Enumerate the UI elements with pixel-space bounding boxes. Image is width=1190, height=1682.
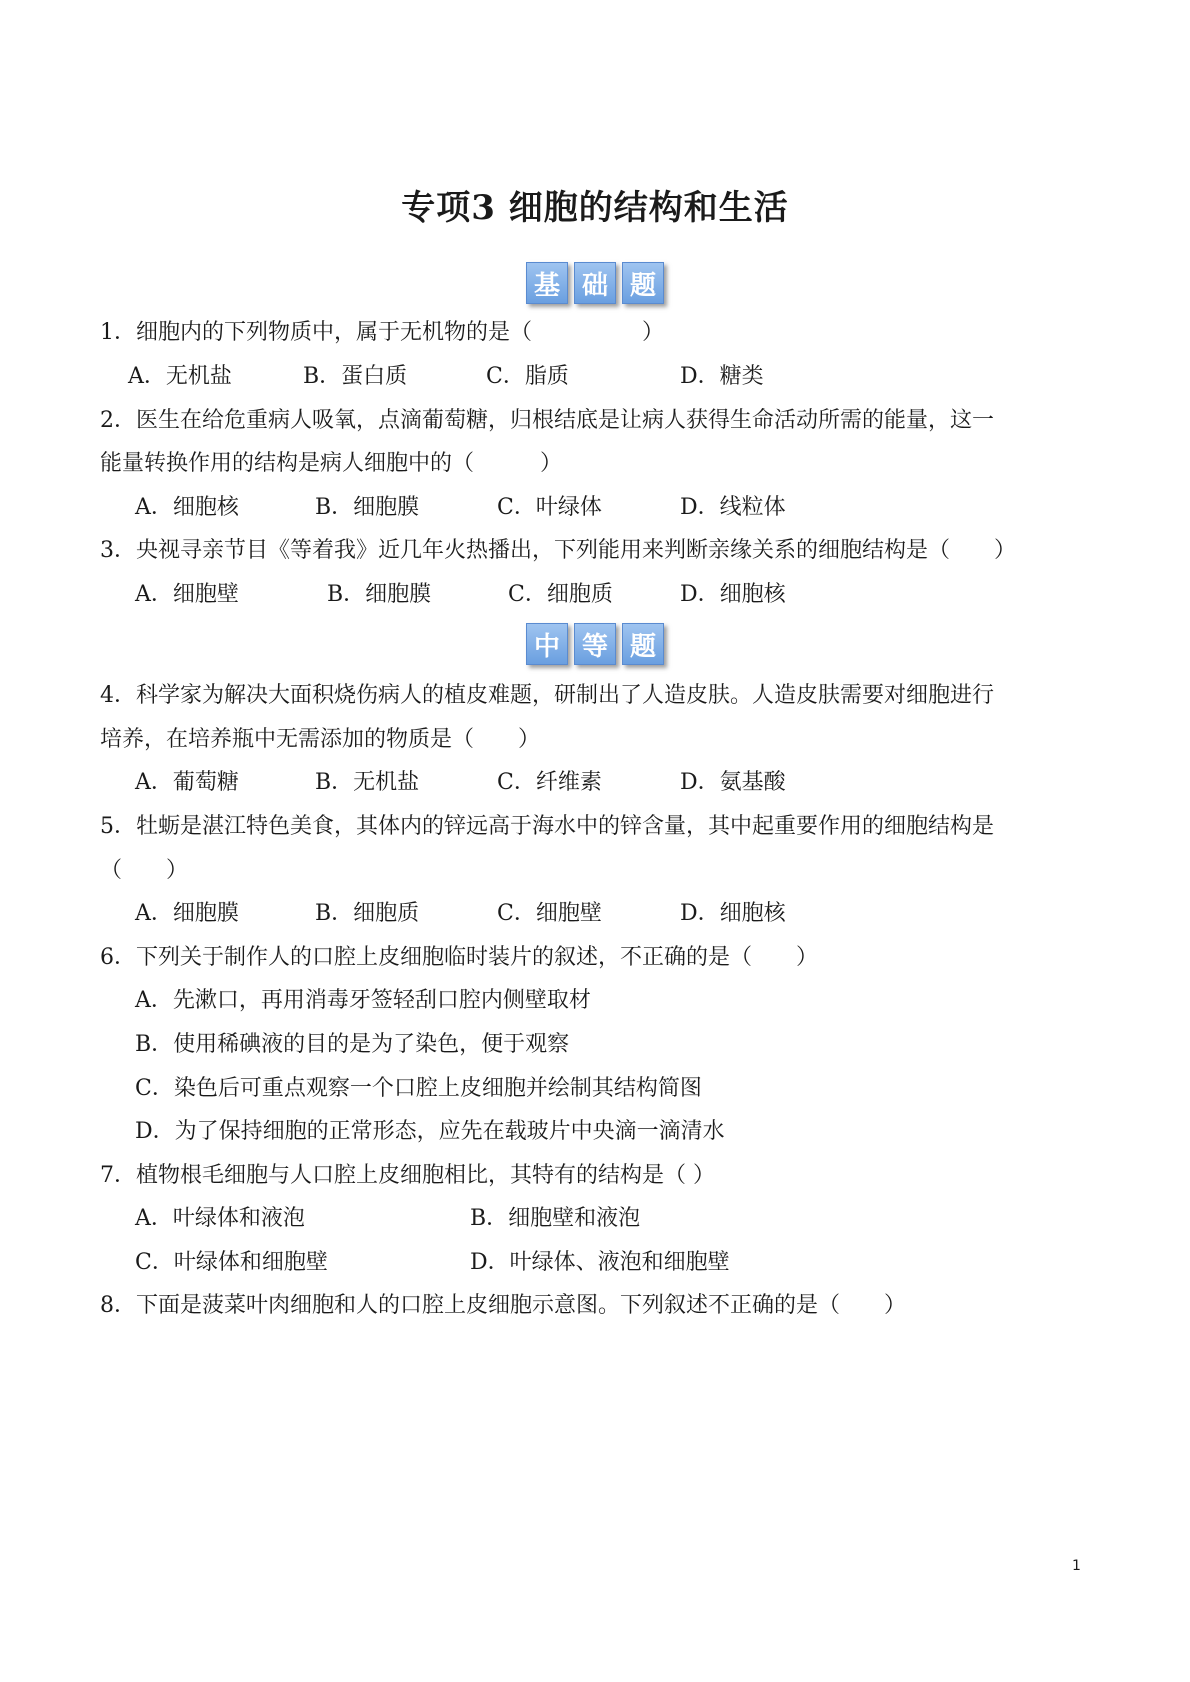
question-6-option-c: C．染色后可重点观察一个口腔上皮细胞并绘制其结构简图	[135, 1076, 702, 1101]
badge-char: 中	[526, 623, 568, 665]
badge-char: 础	[574, 262, 616, 304]
question-5-option-b: B．细胞质	[315, 901, 420, 926]
badge-char: 题	[622, 262, 664, 304]
section-badge-medium	[0, 623, 1190, 665]
question-7-option-d: D．叶绿体、液泡和细胞壁	[470, 1250, 730, 1275]
question-4-option-d: D．氨基酸	[680, 770, 786, 795]
question-4-stem-line-1: 4．科学家为解决大面积烧伤病人的植皮难题，研制出了人造皮肤。人造皮肤需要对细胞进行	[100, 683, 995, 708]
question-1-stem: 1．细胞内的下列物质中，属于无机物的是（ ）	[100, 320, 664, 345]
question-6-stem: 6．下列关于制作人的口腔上皮细胞临时装片的叙述，不正确的是（ ）	[100, 945, 818, 970]
question-2-option-d: D．线粒体	[680, 495, 786, 520]
question-2-stem-line-2: 能量转换作用的结构是病人细胞中的（ ）	[100, 451, 563, 476]
page-number: 1	[1072, 1558, 1081, 1574]
question-7-option-b: B．细胞壁和液泡	[470, 1206, 641, 1231]
question-4-option-a: A．葡萄糖	[135, 770, 239, 795]
question-4-option-b: B．无机盐	[315, 770, 420, 795]
question-2-option-b: B．细胞膜	[315, 495, 420, 520]
question-5-option-d: D．细胞核	[680, 901, 786, 926]
section-badge-basic	[0, 262, 1190, 304]
question-5-stem-line-1: 5．牡蛎是湛江特色美食，其体内的锌远高于海水中的锌含量，其中起重要作用的细胞结构是	[100, 814, 995, 839]
question-2-option-a: A．细胞核	[135, 495, 239, 520]
question-5-stem-line-2: （ ）	[100, 858, 189, 883]
question-5-option-a: A．细胞膜	[135, 901, 239, 926]
question-6-option-d: D．为了保持细胞的正常形态，应先在载玻片中央滴一滴清水	[135, 1119, 725, 1144]
question-8-stem: 8．下面是菠菜叶肉细胞和人的口腔上皮细胞示意图。下列叙述不正确的是（ ）	[100, 1293, 906, 1318]
question-3-option-b: B．细胞膜	[327, 582, 432, 607]
badge-char: 等	[574, 623, 616, 665]
question-1-option-c: C．脂质	[486, 364, 569, 389]
question-3-stem: 3．央视寻亲节目《等着我》近几年火热播出，下列能用来判断亲缘关系的细胞结构是（ ）	[100, 538, 1017, 563]
badge-char: 基	[526, 262, 568, 304]
question-1-option-a: A．无机盐	[128, 364, 232, 389]
question-7-option-a: A．叶绿体和液泡	[135, 1206, 305, 1231]
page-title: 专项3 细胞的结构和生活	[401, 188, 789, 228]
question-5-option-c: C．细胞壁	[497, 901, 602, 926]
question-3-option-d: D．细胞核	[680, 582, 786, 607]
question-6-option-a: A．先漱口，再用消毒牙签轻刮口腔内侧壁取材	[135, 988, 591, 1013]
question-1-option-b: B．蛋白质	[303, 364, 408, 389]
badge-char: 题	[622, 623, 664, 665]
question-7-stem: 7．植物根毛细胞与人口腔上皮细胞相比，其特有的结构是（ ）	[100, 1163, 715, 1188]
question-4-stem-line-2: 培养，在培养瓶中无需添加的物质是（ ）	[100, 727, 541, 752]
question-2-option-c: C．叶绿体	[497, 495, 602, 520]
question-2-stem-line-1: 2．医生在给危重病人吸氧，点滴葡萄糖，归根结底是让病人获得生命活动所需的能量，这一	[100, 408, 995, 433]
question-4-option-c: C．纤维素	[497, 770, 602, 795]
question-3-option-c: C．细胞质	[508, 582, 613, 607]
question-7-option-c: C．叶绿体和细胞壁	[135, 1250, 328, 1275]
question-1-option-d: D．糖类	[680, 364, 764, 389]
question-6-option-b: B．使用稀碘液的目的是为了染色，便于观察	[135, 1032, 570, 1057]
question-3-option-a: A．细胞壁	[135, 582, 239, 607]
